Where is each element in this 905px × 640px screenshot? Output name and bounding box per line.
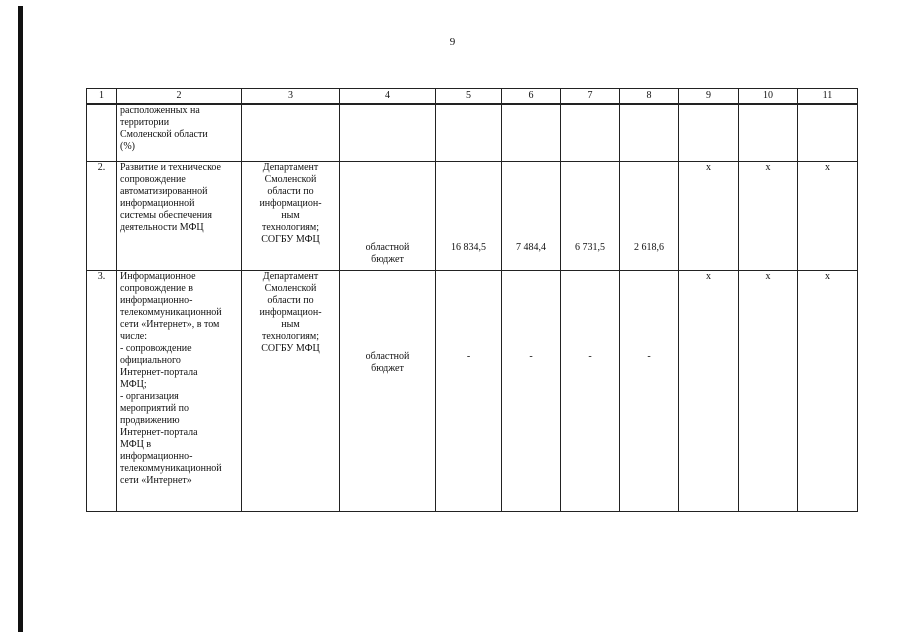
value-cell [620, 162, 679, 271]
row-number-cell [87, 271, 117, 512]
measure-name [120, 162, 238, 234]
text-line: Интернет-портала [120, 427, 198, 438]
value-year-1: 7 484,4 [516, 242, 546, 253]
indicator-mark: x [825, 271, 830, 282]
value-year-2: - [588, 351, 592, 362]
text-line: информацион- [259, 198, 322, 209]
row-number-cell [87, 162, 117, 271]
column-header: 10 [739, 89, 798, 105]
column-header: 3 [242, 89, 340, 105]
indicator-cell [679, 162, 739, 271]
text-line: телекоммуникационной [120, 463, 222, 474]
indicator-cell [798, 162, 858, 271]
text-line: - организация [120, 391, 179, 402]
text-line: продвижению [120, 415, 180, 426]
header-row [87, 89, 858, 105]
text-line: автоматизированной [120, 186, 208, 197]
text-line: МФЦ в [120, 439, 152, 450]
executor-cell [242, 271, 340, 512]
funding-source-cell [340, 271, 436, 512]
text-line: мероприятий по [120, 403, 189, 414]
value-total: - [466, 351, 471, 362]
text-line: Смоленской области [120, 129, 208, 140]
text-line: системы обеспечения [120, 210, 212, 221]
text-line: информационно- [120, 451, 193, 462]
text-line: Интернет-портала [120, 367, 198, 378]
indicator-mark: x [825, 162, 830, 173]
value-cell [502, 162, 561, 271]
value-year-1: - [529, 351, 533, 362]
column-header: 2 [117, 89, 242, 105]
measure-name-cell [117, 104, 242, 162]
indicator-mark: x [765, 162, 771, 173]
text-line: сети «Интернет» [120, 475, 192, 486]
column-header: 8 [620, 89, 679, 105]
column-header: 5 [436, 89, 502, 105]
indicator-cell [798, 271, 858, 512]
value-cell [561, 271, 620, 512]
text-line: сопровождение в [120, 283, 193, 294]
text-line: информацион- [259, 307, 322, 318]
text-line: сети «Интернет», в том [120, 319, 220, 330]
measure-name-cell [117, 271, 242, 512]
funding-source [340, 351, 435, 375]
measure-name-cell [117, 162, 242, 271]
budget-table [86, 88, 858, 512]
text-line: информационной [120, 198, 195, 209]
text-line: телекоммуникационной [120, 307, 222, 318]
text-line: деятельности МФЦ [120, 222, 204, 233]
indicator-cell [679, 271, 739, 512]
funding-source-cell [340, 104, 436, 162]
value-cell [436, 104, 502, 162]
value-cell [502, 104, 561, 162]
text-line: бюджет [371, 363, 404, 374]
column-header: 11 [798, 89, 858, 105]
text-line: Департамент [262, 271, 319, 282]
text-line: информационно- [120, 295, 193, 306]
text-line: (%) [120, 141, 135, 152]
indicator-cell [798, 104, 858, 162]
value-cell [502, 271, 561, 512]
text-line: областной [365, 351, 410, 362]
table-row [87, 104, 858, 162]
text-line: числе: [120, 331, 148, 342]
executor [245, 162, 336, 246]
text-line: территории [120, 117, 170, 128]
scan-edge-bar [18, 6, 23, 632]
text-line: областной [365, 242, 410, 253]
text-line: Развитие и техническое [120, 162, 221, 173]
text-line: СОГБУ МФЦ [261, 234, 320, 245]
value-cell [561, 162, 620, 271]
executor [245, 271, 336, 355]
text-line: сопровождение [120, 174, 186, 185]
text-line: области по [267, 295, 314, 306]
text-line: МФЦ; [120, 379, 147, 390]
text-line: ным [281, 210, 300, 221]
text-line: Департамент [262, 162, 319, 173]
indicator-cell [739, 104, 798, 162]
text-line: ным [281, 319, 300, 330]
column-header: 9 [679, 89, 739, 105]
value-year-2: 6 731,5 [575, 242, 605, 253]
indicator-cell [739, 271, 798, 512]
indicator-cell [739, 162, 798, 271]
executor-cell [242, 104, 340, 162]
measure-name [120, 105, 238, 153]
text-line: технологиям; [261, 222, 320, 233]
text-line: официального [120, 355, 181, 366]
column-header: 1 [87, 89, 117, 105]
indicator-mark: x [706, 162, 711, 173]
text-line: СОГБУ МФЦ [261, 343, 320, 354]
row-number: 2. [97, 162, 106, 173]
indicator-mark: x [765, 271, 771, 282]
text-line: области по [267, 186, 314, 197]
column-header: 4 [340, 89, 436, 105]
text-line: Смоленской [264, 174, 317, 185]
text-line: расположенных на [120, 105, 200, 116]
table-row [87, 162, 858, 271]
value-year-3: - [647, 351, 651, 362]
table-row [87, 271, 858, 512]
text-line: Смоленской [264, 283, 317, 294]
indicator-mark: x [706, 271, 711, 282]
funding-source-cell [340, 162, 436, 271]
row-number-cell [87, 104, 117, 162]
row-number: 3. [97, 271, 106, 282]
indicator-cell [679, 104, 739, 162]
value-cell [620, 104, 679, 162]
funding-source [340, 242, 435, 266]
text-line: бюджет [371, 254, 404, 265]
value-year-3: 2 618,6 [634, 242, 664, 253]
value-cell [620, 271, 679, 512]
text-line: технологиям; [261, 331, 320, 342]
value-cell [561, 104, 620, 162]
value-cell [436, 271, 502, 512]
text-line: - сопровождение [120, 343, 192, 354]
value-cell [436, 162, 502, 271]
page-number: 9 [449, 36, 456, 48]
text-line: Информационное [120, 271, 196, 282]
executor-cell [242, 162, 340, 271]
measure-name [120, 271, 238, 487]
column-header: 7 [561, 89, 620, 105]
column-header: 6 [502, 89, 561, 105]
value-total: 16 834,5 [451, 242, 486, 253]
